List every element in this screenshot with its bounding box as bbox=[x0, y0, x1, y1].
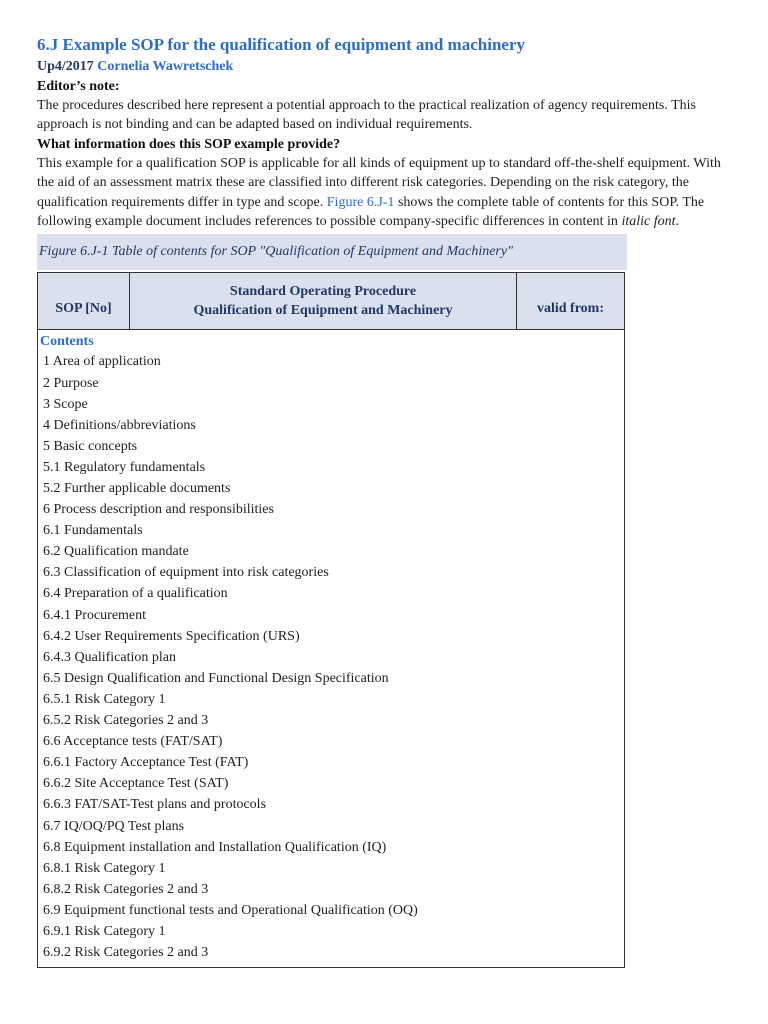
toc-item: 6.5.2 Risk Categories 2 and 3 bbox=[43, 713, 209, 729]
toc-item: 6.9.1 Risk Category 1 bbox=[43, 923, 166, 939]
toc-item: 6.6 Acceptance tests (FAT/SAT) bbox=[43, 734, 223, 750]
toc-item: 6.2 Qualification mandate bbox=[43, 544, 189, 560]
toc-item: 6.4 Preparation of a qualification bbox=[43, 586, 228, 602]
sop-title-cell bbox=[130, 273, 517, 330]
toc-item: 2 Purpose bbox=[43, 375, 99, 391]
editors-note-text: The procedures described here represent a potential approach to the practical realization of agency requirements. This approach is not binding and can be adapted based on individual requirements. bbox=[37, 98, 696, 133]
figure-caption: Figure 6.J-1 Table of contents for SOP "Qualification of Equipment and Machinery" bbox=[37, 234, 627, 270]
toc-item: 6.9.2 Risk Categories 2 and 3 bbox=[43, 945, 209, 961]
toc-item: 6.6.3 FAT/SAT-Test plans and protocols bbox=[43, 797, 267, 813]
info-text: This example for a qualification SOP is applicable for all kinds of equipment up to standard off-the-shelf equipment. With the aid of an assessment matrix these are classified into different risk categories. Depending on the risk category, the qualification requirements differ in type and scope. Figure 6.J-1 shows the complete table of contents for this SOP. The following example document includes references to possible company-specific differences in content in italic font. bbox=[37, 155, 721, 230]
document-title: 6.J Example SOP for the qualification of equipment and machinery bbox=[37, 35, 525, 54]
toc-item: 5.2 Further applicable documents bbox=[43, 481, 231, 496]
toc-item: 6.9 Equipment functional tests and Operational Qualification (OQ) bbox=[43, 902, 418, 918]
toc-item: 3 Scope bbox=[43, 396, 88, 412]
sop-title-line1: Standard Operating Procedure bbox=[229, 284, 417, 300]
sop-title-line2: Qualification of Equipment and Machinery bbox=[193, 303, 453, 319]
toc-item: 6.8.2 Risk Categories 2 and 3 bbox=[43, 881, 209, 897]
editors-note-heading: Editor’s note: bbox=[37, 79, 120, 94]
toc-item: 6 Process description and responsibilities bbox=[43, 502, 274, 518]
toc-item: 4 Definitions/abbreviations bbox=[43, 417, 196, 433]
byline bbox=[37, 57, 727, 77]
update-label: Up4/2017 bbox=[37, 59, 94, 74]
toc-item: 6.7 IQ/OQ/PQ Test plans bbox=[43, 818, 185, 834]
toc-list bbox=[38, 351, 624, 963]
contents-title: Contents bbox=[40, 334, 94, 350]
toc-item: 6.6.2 Site Acceptance Test (SAT) bbox=[43, 776, 229, 792]
toc-item: 6.5.1 Risk Category 1 bbox=[43, 691, 166, 707]
toc-item: 6.4.1 Procurement bbox=[43, 607, 147, 623]
toc-item: 1 Area of application bbox=[43, 354, 161, 370]
toc-item: 6.3 Classification of equipment into risk categories bbox=[43, 565, 329, 581]
sop-number-cell: SOP [No] bbox=[38, 273, 130, 330]
figure-link[interactable]: Figure 6.J-1 bbox=[326, 194, 395, 210]
toc-item: 6.6.1 Factory Acceptance Test (FAT) bbox=[43, 755, 249, 771]
toc-item: 6.8.1 Risk Category 1 bbox=[43, 860, 166, 876]
sop-header-table bbox=[37, 272, 625, 330]
valid-from-cell: valid from: bbox=[517, 273, 625, 330]
toc-item: 5.1 Regulatory fundamentals bbox=[43, 459, 206, 475]
info-heading: What information does this SOP example provide? bbox=[37, 136, 341, 152]
table-of-contents bbox=[37, 330, 625, 968]
toc-item: 5 Basic concepts bbox=[43, 438, 138, 454]
toc-item: 6.4.3 Qualification plan bbox=[43, 649, 176, 665]
toc-item: 6.1 Fundamentals bbox=[43, 523, 143, 539]
document-page bbox=[37, 33, 727, 968]
toc-item: 6.8 Equipment installation and Installation Qualification (IQ) bbox=[43, 839, 387, 855]
toc-item: 6.4.2 User Requirements Specification (URS) bbox=[43, 628, 300, 644]
toc-item: 6.5 Design Qualification and Functional Design Specification bbox=[43, 670, 389, 686]
author-link[interactable]: Cornelia Wawretschek bbox=[97, 59, 234, 74]
italic-font-text: italic font bbox=[621, 214, 676, 230]
